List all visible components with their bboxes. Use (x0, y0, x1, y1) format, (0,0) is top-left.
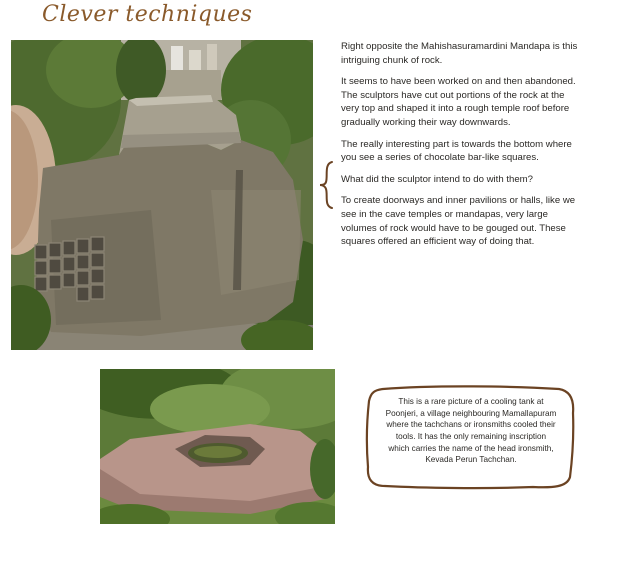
photo-caption: This is a rare picture of a cooling tank at Poonjeri, a village neighbouring Mamallapuram where the tachchans or ironsmiths cooled their tools. It has the only remaining inscription which carries the name of the head ironsmith, Kevada Perun Tachchan. (385, 397, 557, 465)
unfinished-rock-photo (11, 40, 313, 350)
paragraph-5: To create doorways and inner pavilions or halls, like we see in the cave temples or mandapas, very large volumes of rock would have to be gouged out. These squares offered an efficient way of doing that. (341, 195, 576, 248)
curly-brace-icon (318, 160, 338, 210)
paragraph-3: The really interesting part is towards the bottom where you see a series of chocolate bar-like squares. (341, 138, 572, 164)
paragraph-1: Right opposite the Mahishasuramardini Mandapa is this intriguing chunk of rock. (341, 41, 578, 66)
paragraph-2: It seems to have been worked on and then abandoned. The sculptors have cut out portions of the rock at the very top and shaped it into a rough temple roof before gradually working their way downwards. (341, 76, 576, 129)
paragraph-4: What did the sculptor intend to do with them? (341, 173, 533, 185)
body-text (341, 40, 579, 257)
caption-box (363, 383, 577, 491)
page-title: Clever techniques (42, 2, 253, 27)
cooling-tank-photo (100, 369, 335, 524)
